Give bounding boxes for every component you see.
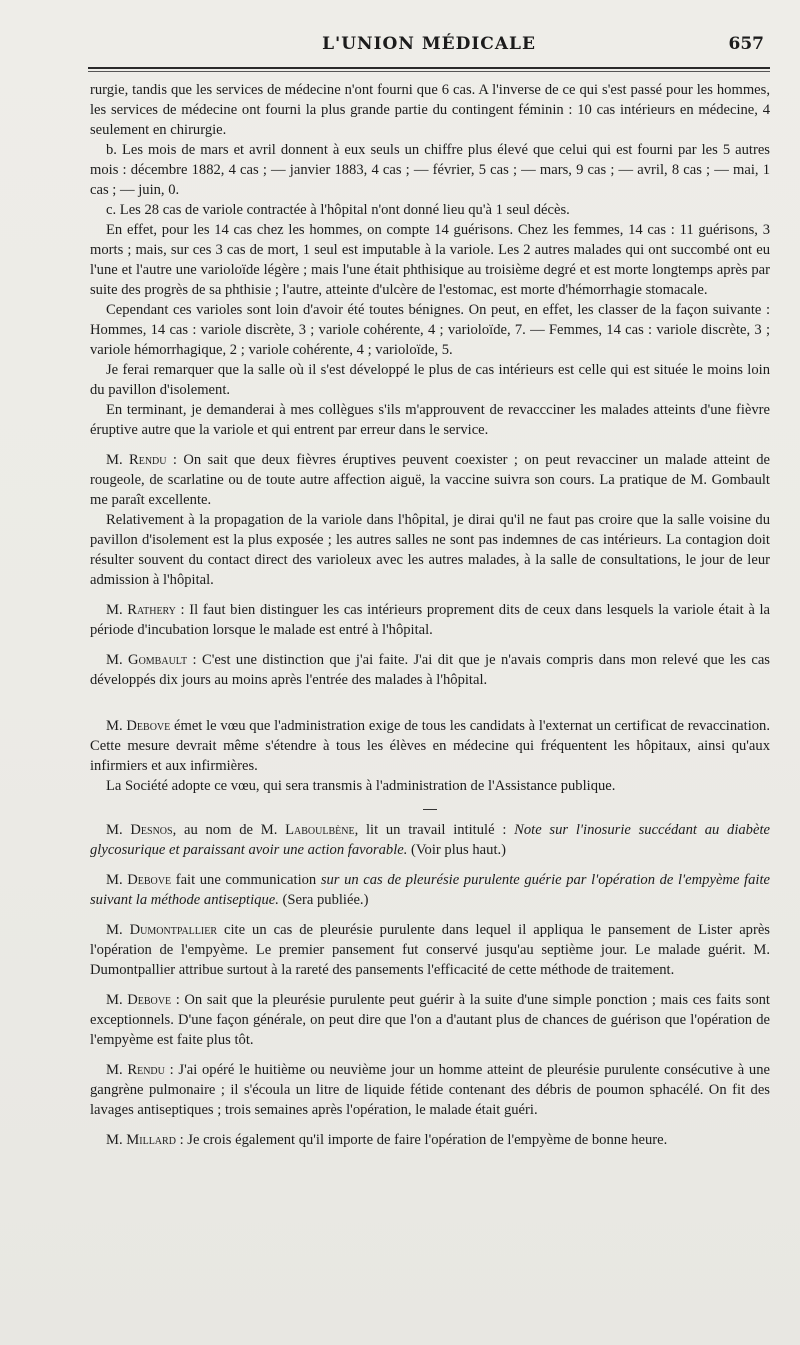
speaker-name: M. Rathery — [106, 602, 176, 618]
article-body — [90, 80, 770, 1150]
speaker-name: M. Gombault — [106, 652, 188, 668]
paragraph — [90, 920, 770, 980]
paragraph-text: , au nom de — [172, 822, 261, 838]
paragraph-text: : On sait que la pleurésie purulente peut guérir à la suite d'une simple ponction ; mais ces faits sont exceptionnels. D'une façon générale, on peut dire que l'on a d'autant plus de chances de guérison que l'opération de l'empyème est faite plus tôt. — [90, 992, 770, 1048]
paragraph — [90, 990, 770, 1050]
paragraph — [90, 716, 770, 776]
paragraph-text: : Il faut bien distinguer les cas intérieurs proprement dits de ceux dans lesquels la variole était à la période d'incubation lorsque le malade est entré à l'hôpital. — [90, 602, 770, 638]
paragraph — [90, 820, 770, 860]
running-header — [88, 34, 770, 62]
paragraph — [90, 600, 770, 640]
speaker-name: M. Desnos — [106, 822, 173, 838]
paragraph: En effet, pour les 14 cas chez les hommes, on compte 14 guérisons. Chez les femmes, 14 cas : 11 guérisons, 3 morts ; mais, sur ces 3 cas de mort, 1 seul est imputable à la variole. Les 2 autres malades qui ont succombé ont eu l'une et l'autre une varioloïde légère ; mais l'une était phthisique au troisième degré et est morte longtemps après par suite des progrès de sa phthisie ; l'autre, atteinte d'ulcère de l'estomac, est morte d'hémorrhagie stomacale. — [90, 222, 770, 298]
paragraph-text: (Sera publiée.) — [278, 892, 369, 908]
paragraph-text: : C'est une distinction que j'ai faite. J'ai dit que je n'avais compris dans mon relevé que les cas développés dix jours au moins après l'entrée des malades à l'hôpital. — [90, 652, 770, 688]
paragraph-text: fait une communication — [171, 872, 321, 888]
paragraph: rurgie, tandis que les services de médecine n'ont fourni que 6 cas. A l'inverse de ce qui s'est passé pour les hommes, les services de médecine ont fourni la plus grande partie du contingent féminin : 10 cas intérieurs en médecine, 4 seulement en chirurgie. — [90, 82, 770, 138]
work-title: Note sur l'inosurie succédant au diabète glycosurique et paraissant avoir une action favorable. — [90, 822, 770, 858]
page-number: 657 — [728, 34, 764, 54]
paragraph — [90, 870, 770, 910]
speaker-name: M. Rendu — [106, 452, 167, 468]
speaker-name: M. Debove — [106, 992, 172, 1008]
speaker-name: M. Rendu — [106, 1062, 165, 1078]
paragraph — [90, 450, 770, 510]
section-separator — [90, 804, 770, 814]
paragraph-text: : Je crois également qu'il importe de faire l'opération de l'empyème de bonne heure. — [175, 1132, 668, 1148]
paragraph: La Société adopte ce vœu, qui sera transmis à l'administration de l'Assistance publique. — [106, 778, 616, 794]
paragraph: b. Les mois de mars et avril donnent à eux seuls un chiffre plus élevé que celui qui est fourni par les 5 autres mois : décembre 1882, 4 cas ; — janvier 1883, 4 cas ; — février, 5 cas ; — mars, 9 cas ; — avril, 8 cas ; — mai, 1 cas ; — juin, 0. — [90, 142, 770, 198]
header-rule — [88, 67, 770, 69]
speaker-name: M. Dumontpallier — [106, 922, 218, 938]
paragraph-text: : J'ai opéré le huitième ou neuvième jour un homme atteint de pleurésie purulente consécutive à une gangrène pulmonaire ; il s'écoula un litre de liquide fétide contenant des débris de poumon sphacélé. On fit des lavages antiseptiques ; trois semaines après l'opération, le malade était guéri. — [90, 1062, 770, 1118]
paragraph-text: : On sait que deux fièvres éruptives peuvent coexister ; on peut revacciner un malade atteint de rougeole, de scarlatine ou de toute autre affection aiguë, la vaccine suivra son cours. La pratique de M. Gombault me paraît excellente. — [90, 452, 771, 508]
paragraph-text: (Voir plus haut.) — [407, 842, 507, 858]
speaker-name: M. Millard — [106, 1132, 176, 1148]
paragraph — [90, 1060, 770, 1120]
paragraph — [90, 1130, 770, 1150]
paragraph: Je ferai remarquer que la salle où il s'est développé le plus de cas intérieurs est celle qui est située le moins loin du pavillon d'isolement. — [90, 362, 770, 398]
paragraph: Cependant ces varioles sont loin d'avoir été toutes bénignes. On peut, en effet, les classer de la façon suivante : Hommes, 14 cas : variole discrète, 3 ; variole cohérente, 4 ; varioloïde, 7. — Femmes, 14 cas : variole discrète, 3 ; variole hémorrhagique, 2 ; variole cohérente, 4 ; varioloïde, 5. — [90, 302, 770, 358]
speaker-name: M. Debove — [106, 872, 172, 888]
paragraph: Relativement à la propagation de la variole dans l'hôpital, je dirai qu'il ne faut pas croire que la salle voisine du pavillon d'isolement est la plus exposée ; les autres salles ne sont pas indemnes de cas intérieurs. La contagion doit résulter souvent du contact direct des varioleux avec les autres malades, à la salle de consultations, le jour de leur admission à l'hôpital. — [90, 512, 770, 588]
paragraph-text: , lit un travail intitulé : — [354, 822, 515, 838]
header-rule-thin — [88, 71, 770, 72]
work-title: sur un cas de pleurésie purulente guérie par l'opération de l'empyème faite suivant la méthode antiseptique. — [90, 872, 770, 908]
paragraph: c. Les 28 cas de variole contractée à l'hôpital n'ont donné lieu qu'à 1 seul décès. — [106, 202, 570, 218]
journal-title: L'UNION MÉDICALE — [322, 34, 536, 54]
paragraph — [90, 650, 770, 690]
speaker-name: M. Laboulbène — [260, 822, 355, 838]
speaker-name: M. Debove — [106, 718, 171, 734]
paragraph-text: émet le vœu que l'administration exige de tous les candidats à l'externat un certificat de revaccination. Cette mesure devrait même s'étendre à tous les élèves en médecine qui fréquentent les hôpitaux, ainsi qu'aux infirmiers et aux infirmières. — [90, 718, 770, 774]
paragraph-text: cite un cas de pleurésie purulente dans lequel il appliqua le pansement de Lister après l'opération de l'empyème. Le premier pansement fut conservé jusqu'au septième jour. Le malade guérit. M. Dumontpallier attribue surtout à la rareté des pansements l'efficacité de cette méthode de traitement. — [90, 922, 770, 978]
paragraph: En terminant, je demanderai à mes collègues s'ils m'approuvent de revaccciner les malades atteints d'une fièvre éruptive autre que la variole et qui entrent par erreur dans le service. — [90, 402, 770, 438]
